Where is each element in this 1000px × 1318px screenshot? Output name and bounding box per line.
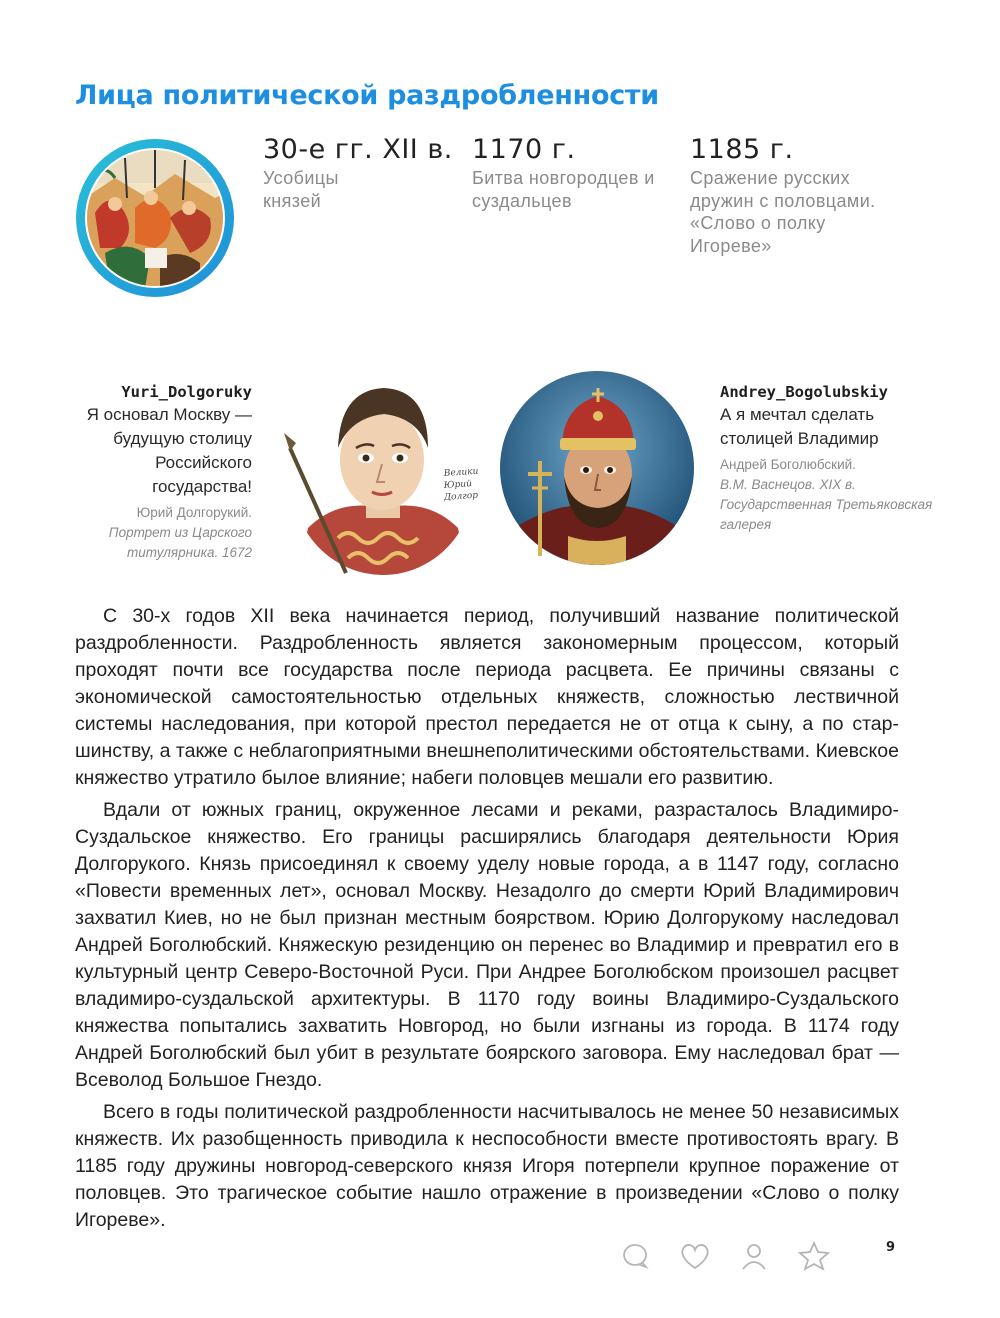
timeline-item: [472, 133, 672, 212]
page-number: 9: [886, 1240, 896, 1255]
heart-icon[interactable]: [679, 1241, 711, 1271]
article-body: [75, 603, 899, 1239]
quote-author: Yuri_Dolgoruky: [121, 383, 252, 401]
portrait-caption: [60, 503, 252, 563]
battle-miniature-medallion: [75, 138, 235, 298]
timeline-date: 30-е гг. XII в.: [263, 134, 453, 165]
timeline-text: Усобицы князей: [263, 168, 339, 211]
comment-icon[interactable]: [620, 1241, 650, 1271]
svg-text:Юрий: Юрий: [443, 479, 473, 491]
quote-text: А я мечтал сделать столицей Владимир: [720, 405, 879, 448]
timeline-item: [690, 133, 910, 257]
caption-line: В.М. Васнецов. XIX в. Государственная Третьяковская галерея: [720, 477, 933, 532]
andrey-bogolubskiy-portrait: [498, 366, 696, 570]
page-title: Лица политической раздробленности: [75, 80, 659, 111]
quote-andrey: [720, 381, 940, 535]
timeline-date: 1185 г.: [690, 134, 794, 165]
svg-text:Долгор: Долгор: [443, 490, 479, 503]
paragraph: Вдали от южных границ, окруженное лесами и реками, разрасталось Владимиро-Суздальское княжество. Его границы расширялись благодаря деятельности Юрия Долгорукого. Князь присоединял к своему уделу новые города, а в 1147 году, согласно «Повести временных лет», основал Москву. Незадолго до смерти Юрий Владимирович захватил Киев, но не был признан местным боярством. Юрию Долгорукому наследовал Андрей Боголюбский. Княжескую резиденцию он перенес во Владимир и превратил его в культурный центр Северо-Восточной Руси. При Андрее Боголюбском произошел расцвет владимиро-суздальской архитектуры. В 1170 году воины Владимиро-Суздальского княжества попытались захватить Новгород, но были изгнаны из города. В 1174 году Андрей Боголюбский был убит в результате боярского заговора. Ему наследовал брат — Всеволод Большое Гнездо.: [75, 799, 899, 1091]
timeline-text: Битва новгородцев и суздальцев: [472, 168, 655, 211]
timeline-date: 1170 г.: [472, 134, 576, 165]
caption-line: Юрий Долгорукий.: [136, 505, 252, 520]
user-icon[interactable]: [739, 1241, 769, 1271]
caption-line: Портрет из Царского титулярника. 1672: [108, 525, 252, 560]
timeline-item: [263, 133, 463, 212]
quote-text: Я основал Москву — будущую столицу Российского государства!: [86, 405, 252, 496]
caption-line: Андрей Боголюбский.: [720, 457, 856, 472]
portrait-caption: [720, 455, 940, 535]
paragraph: С 30-х годов XII века начинается период, получивший название политической раздробленности. Раздробленность является закономерным процессом, который проходят почти все государства после периода расцвета. Ее причины связаны с экономической самостоятельностью отдельных княжеств, сложностью лествичной системы наследования, при которой престол передается не от отца к сыну, а по старшинству, а также с неблагоприятными внешнеполитическими обстоятельствами. Киевское княжество утратило былое влияние; набеги половцев мешали его развитию.: [75, 605, 899, 789]
paragraph: Всего в годы политической раздробленности насчитывалось не менее 50 независимых княжеств. Их разобщенность приводила к неспособности вместе противостоять врагу. В 1185 году дружины новгород-северского князя Игоря потерпели крупное поражение от половцев. Это трагическое событие нашло отражение в произведении «Слово о полку Игореве».: [75, 1101, 899, 1231]
yuri-dolgoruky-portrait: [278, 378, 480, 576]
quote-author: Andrey_Bogolubskiy: [720, 383, 888, 401]
star-icon[interactable]: [798, 1241, 830, 1271]
social-icons-bar: [620, 1238, 830, 1274]
svg-text:Велики: Велики: [443, 466, 479, 479]
timeline-text: Сражение русских дружин с половцами. «Слово о полку Игореве»: [690, 168, 876, 256]
quote-yuri: [60, 381, 252, 563]
